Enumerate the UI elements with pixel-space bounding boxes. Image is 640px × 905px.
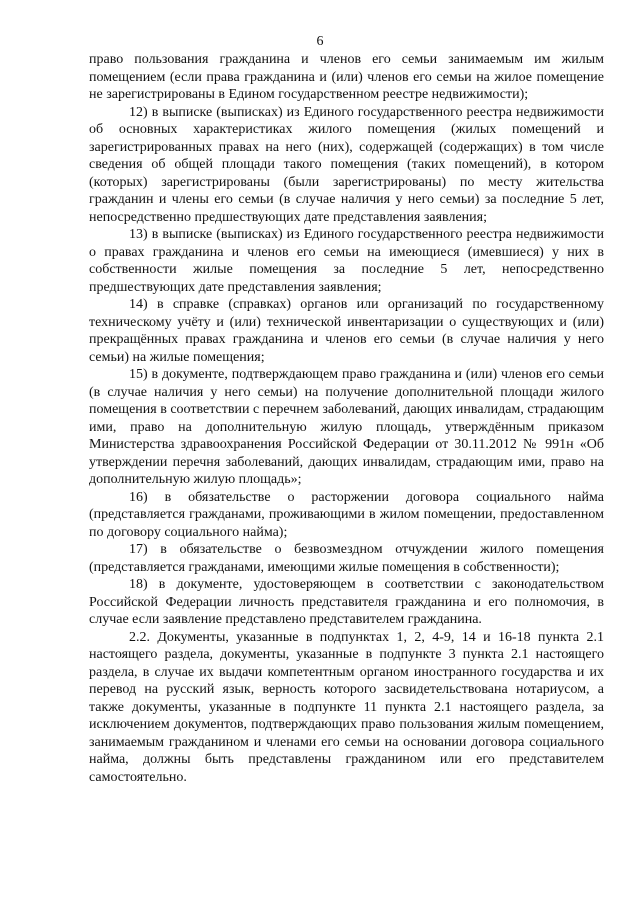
- paragraph-item-12: 12) в выписке (выписках) из Единого государственного реестра недвижимости об основных характеристиках жилого помещения (жилых помещений и зарегистрированных правах на него (них), содержащей (содержащих) в том числе сведения об общей площади такого помещения (таких помещений), в котором (которых) зарегистрированы (были зарегистрированы) по месту жительства гражданин и члены его семьи (в случае наличия у него семьи) за последние 5 лет, непосредственно предшествующих дате представления заявления;: [89, 104, 604, 225]
- paragraph-item-15: 15) в документе, подтверждающем право гражданина и (или) членов его семьи (в случае наличия у него семьи) на получение дополнительной площади жилого помещения в соответствии с перечнем заболеваний, дающих инвалидам, страдающим ими, право на дополнительную жилую площадь, утверждённым приказом Министерства здравоохранения Российской Федерации от 30.11.2012 № 991н «Об утверждении перечня заболеваний, дающих инвалидам, страдающим ими, право на дополнительную жилую площадь»;: [89, 367, 604, 487]
- paragraph-section-2-2: 2.2. Документы, указанные в подпунктах 1, 2, 4-9, 14 и 16-18 пункта 2.1 настоящего раздела, документы, указанные в подпункте 3 пункта 2.1 настоящего раздела, в случае их выдачи компетентным органом иностранного государства и их перевод на русский язык, верность которого засвидетельствована нотариусом, а также документы, указанные в подпункте 11 пункта 2.1 настоящего раздела, за исключением документов, подтверждающих право пользования жилым помещением, занимаемым гражданином и членами его семьи на основании договора социального найма, должны быть представлены гражданином или его представителем самостоятельно.: [89, 629, 604, 785]
- paragraph-continuation: право пользования гражданина и членов его семьи занимаемым им жилым помещением (если права гражданина и (или) членов его семьи на жилое помещение не зарегистрированы в Едином государственном реестре недвижимости);: [89, 52, 604, 102]
- paragraph-item-17: 17) в обязательстве о безвозмездном отчуждении жилого помещения (представляется гражданами, имеющими жилые помещения в собственности);: [89, 542, 604, 575]
- paragraph-item-13: 13) в выписке (выписках) из Единого государственного реестра недвижимости о правах гражданина и членов его семьи на имеющиеся (имевшиеся) у них в собственности жилые помещения за последние 5 лет, непосредственно предшествующих дате представления заявления;: [89, 227, 604, 295]
- paragraph-item-16: 16) в обязательстве о расторжении договора социального найма (представляется гражданами, проживающими в жилом помещении, предоставленном по договору социального найма);: [89, 489, 604, 540]
- paragraph-item-18: 18) в документе, удостоверяющем в соответствии с законодательством Российской Федерации личность представителя гражданина и его полномочия, в случае если заявление представлено представителем гражданина.: [89, 577, 604, 627]
- page-number: 6: [316, 34, 324, 49]
- paragraph-item-14: 14) в справке (справках) органов или организаций по государственному техническому учёту и (или) технической инвентаризации о существующих и (или) прекращённых правах гражданина и членов его семьи (в случае наличия у него семьи) на жилые помещения;: [89, 297, 604, 365]
- document-body: [89, 51, 604, 786]
